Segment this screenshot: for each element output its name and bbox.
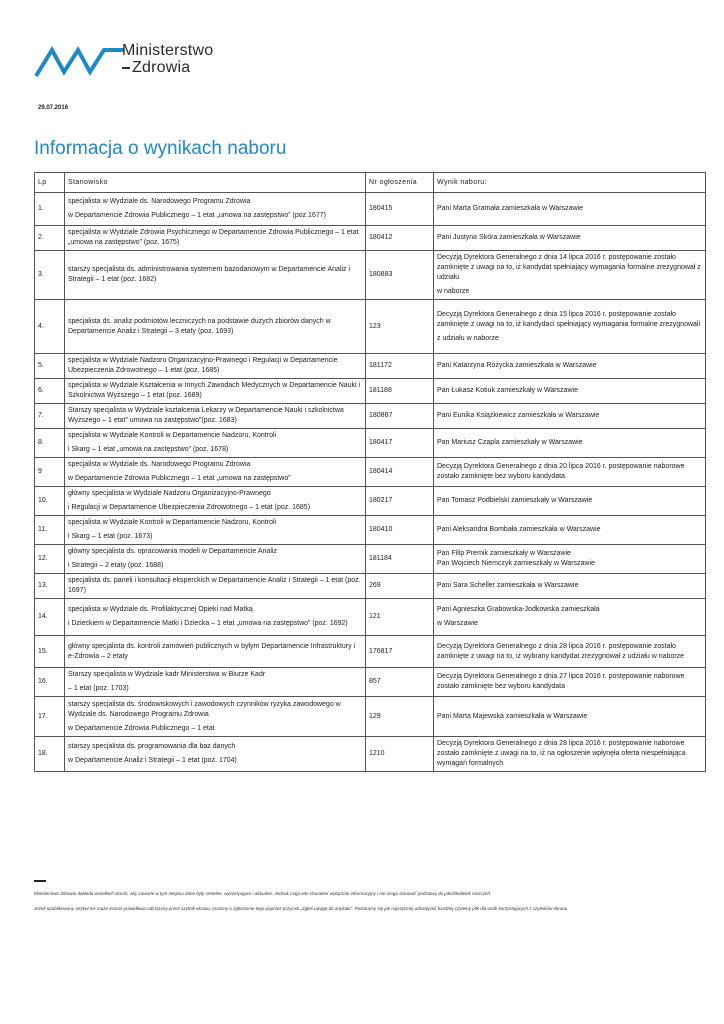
position-text: specjalista w Wydziale Kształcenia w Innych Zawodach Medycznych w Departamencie Nauki i Szkolnictwa Wyższego – 1 etat (poz. 1689) [68,382,361,399]
position-text: specjalista w Wydziale ds. Narodowego Programu Zdrowia [68,461,251,468]
logo-line-1: Ministerstwo [122,42,214,59]
table-row [35,599,706,636]
result-cell [434,574,706,599]
row-number-text: 5. [38,362,44,369]
announcement-number-cell [366,737,434,772]
row-number-text: 17. [38,712,48,720]
row-number [35,300,65,354]
announcement-number: 857 [369,678,381,685]
announcement-number-cell [366,458,434,487]
position-text: specjalista ds. analiz podmiotów leczniczych na podstawie dużych zbiorów danych w Departamencie Analiz i Strategii – 3 etaty (poz. 1693) [68,317,331,335]
table-row [35,379,706,404]
table-row [35,354,706,379]
table-row [35,545,706,574]
announcement-number-cell [366,487,434,516]
table-row [35,251,706,300]
result-cell [434,193,706,226]
result-cell [434,354,706,379]
footer-note-2: Jeżeli opublikowany artykuł nie może zostać prawidłowo odczytany przez czytnik ekranu, prosimy o zgłoszenie tego poprzez przycisk „Zgłoś uwagę do artykułu”. Postaramy się jak najszybciej udostępnić bardziej czytelny plik dla osób korzystających z czytników ekranu. [34,906,569,911]
announcement-number-cell [366,404,434,429]
table-row [35,574,706,599]
announcement-number-cell [366,697,434,737]
position-text: specjalista ds. paneli i konsultacji eksperckich w Departamencie Analiz i Strategii – 1 etat (poz. 1697) [68,577,361,594]
result-text: Decyzją Dyrektora Generalnego z dnia 27 lipca 2016 r. postępowanie naborowe zostało zamknięte bez wyboru kandydata [437,673,685,690]
row-number-text: 11. [38,526,48,533]
announcement-number-cell [366,429,434,458]
document-date: 29.07.2016 [38,105,69,111]
result-cell [434,458,706,487]
position-cell [65,404,366,429]
position-text: Starszy specjalista w Wydziale kształcenia Lekarzy w Departamencie Nauki i szkolnictwa Wyższego – 1 etat” umowa na zastępstwo”(poz. 1683) [68,407,344,424]
position-text: i Regulacji w Departamencie Ubezpieczenia Zdrowotnego – 1 etat (poz. 1685) [68,504,311,511]
announcement-number-cell [366,636,434,668]
result-cell [434,516,706,545]
announcement-number: 181172 [369,362,392,369]
result-cell [434,636,706,668]
position-text: specjalista w Wydziale ds. Profilaktycznej Opieki nad Matką [68,606,253,613]
result-text: Decyzją Dyrektora Generalnego z dnia 20 lipca 2016 r. postępowanie naborowe zostało zamknięte bez wyboru kandydata [437,463,685,480]
position-text: główny specjalista w Wydziale Nadzoru Organizacyjno-Prawnego [68,490,271,497]
row-number [35,668,65,697]
announcement-number-cell [366,354,434,379]
position-text: starszy specjalista ds. środowiskowych i zawodowych czynników ryzyka zawodowego w Wydziale ds. Narodowego Programu Zdrowia [68,700,341,718]
position-text: i Dzieckiem w Departamencie Matki i Dziecka – 1 etat „umowa na zastępstwo” (poz. 1692) [68,620,348,627]
position-cell [65,379,366,404]
results-table [34,172,706,772]
row-number-text: 3. [38,271,44,278]
row-number-text: 16. [38,678,48,685]
position-cell [65,516,366,545]
row-number [35,487,65,516]
position-cell [65,697,366,737]
announcement-number: 176817 [369,647,393,655]
row-number-text: 12. [38,555,48,562]
position-text: specjalista w Wydziale Nadzoru Organizacyjno-Prawnego i Regulacji w Departamencie Ubezpieczenia Zdrowotnego – 1 etat (poz. 1685) [68,357,338,374]
table-row [35,516,706,545]
result-text: Pani Justyna Skóra zamieszkała w Warszawie [437,234,581,241]
row-number-text: 14. [38,613,48,620]
announcement-number: 1210 [369,750,385,757]
result-text: Decyzją Dyrektora Generalnego z dnia 28 lipca 2016 r. postępowanie zostało zamknięte z uwagi na to, iż wybrany kandydat zrezygnował z udziału w naborze [437,642,685,660]
ministry-logo [34,42,244,82]
announcement-number: 180414 [369,468,393,475]
table-row [35,458,706,487]
table-row [35,487,706,516]
result-text: Pan Łukasz Kotiuk zamieszkały w Warszawie [437,387,578,394]
position-cell [65,458,366,487]
row-number-text: 8. [38,439,44,446]
position-text: w Departamencie Zdrowia Publicznego – 1 etat „umowa na zastępstwo” [68,475,291,482]
position-cell [65,574,366,599]
position-cell [65,226,366,251]
announcement-number: 123 [369,322,381,330]
table-row [35,226,706,251]
announcement-number: 180887 [369,412,393,419]
position-cell [65,354,366,379]
position-cell [65,737,366,772]
result-text: Decyzją Dyrektora Generalnego z dnia 15 lipca 2016 r. postępowanie zostało zamknięte z uwagi na to, iż kandydaci spełniający wymagania formalne zrezygnowali [437,310,701,328]
position-text: i Strategii – 2 etaty (poz. 1688) [68,562,164,569]
table-row [35,737,706,772]
row-number [35,636,65,668]
row-number-text: 9 [38,468,42,475]
result-cell [434,226,706,251]
header-announcement-number: Nr ogłoszenia [366,173,434,193]
row-number [35,516,65,545]
announcement-number: 180412 [369,234,393,241]
result-cell [434,379,706,404]
result-text: Pani Agnieszka Grabowska-Jodkowska zamieszkała [437,606,600,613]
announcement-number-cell [366,193,434,226]
row-number [35,251,65,300]
row-number-text: 13. [38,582,48,589]
row-number [35,458,65,487]
announcement-number: 180410 [369,526,393,533]
row-number-text: 1. [38,205,44,212]
row-number [35,354,65,379]
row-number-text: 10. [38,497,48,504]
position-cell [65,300,366,354]
row-number-text: 7. [38,412,44,419]
table-row [35,429,706,458]
announcement-number: 180883 [369,271,393,278]
position-text: specjalista w Wydziale Kontroli w Departamencie Nadzoru, Kontroli [68,519,277,526]
position-text: specjalista w Wydziale Zdrowia Psychicznego w Departamencie Zdrowia Publicznego – 1 etat „umowa na zastępstwo” (poz. 1675) [68,229,359,246]
page-title: Informacja o wynikach naboru [34,138,287,159]
announcement-number: 129 [369,712,381,720]
result-text: Pan Mariusz Czapla zamieszkały w Warszawie [437,439,583,446]
announcement-number: 181184 [369,555,392,562]
row-number [35,193,65,226]
announcement-number: 180417 [369,439,393,446]
table-row [35,193,706,226]
announcement-number: 180217 [369,497,393,504]
announcement-number-cell [366,226,434,251]
logo-dash [122,67,130,69]
row-number [35,545,65,574]
position-text: główny specjalista ds. opracowania modeli w Departamencie Analiz [68,548,277,555]
row-number [35,599,65,636]
position-text: starszy specjalista ds. administrowania systemem bazodanowym w Departamencie Analiz i Strategii – 1 etat (poz. 1682) [68,266,351,283]
position-text: – 1 etat (poz. 1703) [68,685,129,692]
announcement-number-cell [366,545,434,574]
row-number [35,226,65,251]
announcement-number-cell [366,379,434,404]
announcement-number-cell [366,251,434,300]
position-cell [65,545,366,574]
result-cell [434,599,706,636]
result-cell [434,404,706,429]
position-cell [65,251,366,300]
result-text: Decyzją Dyrektora Generalnego z dnia 14 lipca 2016 r. postępowanie zostało zamknięte z uwagi na to, iż kandydat spełniający wymagania formalne zrezygnował z udziału [437,254,701,281]
position-cell [65,193,366,226]
table-row [35,697,706,737]
row-number [35,574,65,599]
header-lp: Lp [35,173,65,193]
result-cell [434,668,706,697]
header-position: Stanowisko [65,173,366,193]
table-row [35,636,706,668]
announcement-number: 121 [369,613,381,620]
position-text: w Departamencie Zdrowia Publicznego – 1 etat „umowa na zastępstwo” (poz.1677) [68,212,326,219]
result-cell [434,429,706,458]
logo-mark-icon [34,46,124,78]
position-text: i Skarg – 1 etat „umowa na zastępstwo” (poz. 1678) [68,446,229,453]
announcement-number: 269 [369,582,381,589]
row-number [35,697,65,737]
position-text: starszy specjalista ds. programowania dla baz danych [68,743,236,750]
position-cell [65,668,366,697]
row-number-text: 15. [38,647,48,655]
footer-note-1: Ministerstwo Zdrowia dokłada wszelkich starań, aby zawarte w tym miejscu dane były rzetelne, wyczerpujące i aktualne. Jednak mają one charakter wyłącznie informacyjny i nie mogą stanowić podstawy do jakichkolwiek roszczeń. [34,891,492,896]
result-cell [434,545,706,574]
announcement-number-cell [366,668,434,697]
result-text: Decyzją Dyrektora Generalnego z dnia 28 lipca 2016 r. postępowanie naborowe zostało zamknięte z uwagi na to, iż na ogłoszenie wpłynęła oferta niespełniająca wymagań formalnych [437,740,686,767]
result-text: z udziału w naborze [437,334,499,342]
result-cell [434,487,706,516]
position-text: specjalista w Wydziale ds. Narodowego Programu Zdrowia [68,198,251,205]
result-cell [434,300,706,354]
row-number-text: 18. [38,750,48,757]
table-header-row [35,173,706,193]
announcement-number: 181188 [369,387,392,394]
result-text: Pani Aleksandra Bombała zamieszkała w Warszawie [437,526,601,533]
header-result: Wynik naboru: [434,173,706,193]
result-text: Pani Sara Scheller zamieszkała w Warszawie [437,582,579,589]
logo-line-2: Zdrowia [132,59,191,76]
announcement-number: 180415 [369,205,393,212]
position-cell [65,487,366,516]
logo-wordmark [122,42,213,76]
result-cell [434,697,706,737]
row-number-text: 4. [38,322,44,330]
footer-divider [34,880,46,882]
row-number-text: 6. [38,387,44,394]
result-text: Pani Marta Majewska zamieszkała w Warszawie [437,712,588,720]
row-number [35,429,65,458]
row-number [35,737,65,772]
result-text: Pan Filip Premik zamieszkały w Warszawie Pan Wojciech Niemczyk zamieszkały w Warszawie [437,550,595,567]
position-cell [65,599,366,636]
result-cell [434,737,706,772]
row-number-text: 2. [38,234,44,241]
result-cell [434,251,706,300]
position-cell [65,636,366,668]
result-text: Pani Eunika Książkiewicz zamieszkała w Warszawie [437,412,600,419]
table-row [35,404,706,429]
row-number [35,379,65,404]
table-row [35,668,706,697]
position-text: główny specjalista ds. kontroli zamówień publicznych w byłym Departamencie Infrastruktury i e-Zdrowia – 2 etaty [68,642,356,660]
position-cell [65,429,366,458]
result-text: w Warszawie [437,620,478,627]
announcement-number-cell [366,599,434,636]
position-text: i Skarg – 1 etat (poz. 1673) [68,533,153,540]
result-text: Pan Tomasz Podbielski zamieszkały w Warszawie [437,497,593,504]
row-number [35,404,65,429]
announcement-number-cell [366,300,434,354]
result-text: Pani Marta Gramała zamieszkała w Warszawie [437,205,584,212]
position-text: w Departamencie Analiz i Strategii – 1 etat (poz. 1704) [68,757,237,764]
position-text: specjalista w Wydziale Kontroli w Departamencie Nadzoru, Kontroli [68,432,277,439]
position-text: Starszy specjalista w Wydziale kadr Ministerstwa w Biurze Kadr [68,671,266,678]
table-row [35,300,706,354]
result-text: w naborze [437,288,470,295]
result-text: Pani Katarzyna Różycka zamieszkała w Warszawie [437,362,597,369]
position-text: w Departamencie Zdrowia Publicznego – 1 etat [68,724,215,732]
announcement-number-cell [366,516,434,545]
announcement-number-cell [366,574,434,599]
